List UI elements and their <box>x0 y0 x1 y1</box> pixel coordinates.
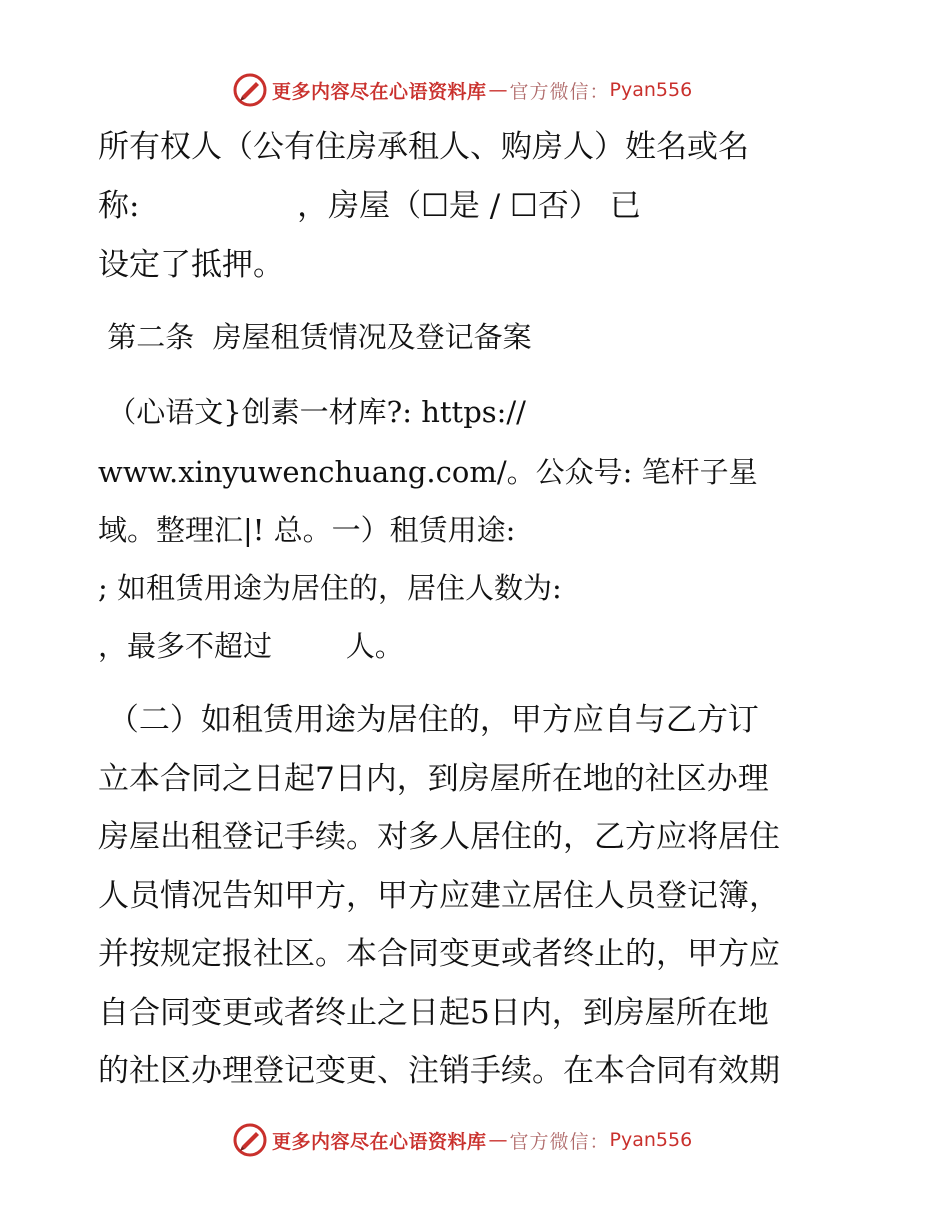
watermark-banner-bottom <box>232 1120 692 1160</box>
watermark-wechat-id: Pyan556 <box>609 1129 693 1151</box>
pen-logo-icon <box>232 1122 268 1158</box>
body-line: www.xinyuwenchuang.com/。公众号: 笔杆子星 <box>98 455 758 489</box>
body-line: ; 如租赁用途为居住的，居住人数为: <box>98 571 562 605</box>
watermark-site-text: 更多内容尽在心语资料库 <box>272 80 487 103</box>
pen-logo-icon <box>232 72 268 108</box>
body-line: 域。整理汇|! 总。一）租赁用途: <box>98 513 516 547</box>
section-heading: 第二条 房屋租赁情况及登记备案 <box>98 320 532 354</box>
body-line: 称: ，房屋（☐是 / ☐否） 已 <box>98 188 641 224</box>
body-line: 所有权人（公有住房承租人、购房人）姓名或名 <box>98 129 749 165</box>
watermark-banner-top <box>232 70 692 110</box>
watermark-site-text: 更多内容尽在心语资料库 <box>272 1130 487 1153</box>
watermark-wechat-label: 官方微信： <box>509 80 610 103</box>
body-line: 房屋出租登记手续。对多人居住的，乙方应将居住 <box>98 819 780 855</box>
body-line: （心语文}创素一材库?: https:// <box>98 395 526 429</box>
body-line: 自合同变更或者终止之日起5日内，到房屋所在地 <box>98 995 769 1031</box>
body-line: 人员情况告知甲方，甲方应建立居住人员登记簿， <box>98 878 780 914</box>
body-line: ，最多不超过 人。 <box>98 629 404 663</box>
watermark-wechat-label: 官方微信： <box>509 1130 610 1153</box>
watermark-dash: — <box>488 79 508 101</box>
body-line: 立本合同之日起7日内，到房屋所在地的社区办理 <box>98 761 769 797</box>
body-line: （二）如租赁用途为居住的，甲方应自与乙方订 <box>98 702 759 738</box>
body-line: 并按规定报社区。本合同变更或者终止的，甲方应 <box>98 936 780 972</box>
watermark-wechat-id: Pyan556 <box>609 79 693 101</box>
body-line: 设定了抵押。 <box>98 247 284 283</box>
watermark-dash: — <box>488 1129 508 1151</box>
body-line: 的社区办理登记变更、注销手续。在本合同有效期 <box>98 1053 780 1089</box>
